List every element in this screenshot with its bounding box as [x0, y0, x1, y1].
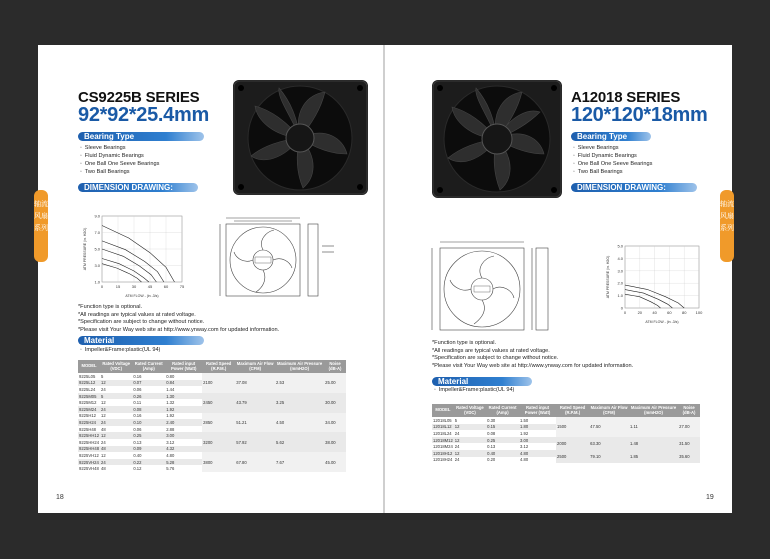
table-header: MODEL: [432, 404, 454, 417]
table-cell: 0.25: [132, 432, 165, 439]
note-line: *Specification are subject to change without notice.: [432, 355, 559, 362]
table-cell: 12: [101, 452, 106, 458]
table-header: Rated Voltage (VDC): [454, 404, 486, 417]
table-cell: 9225VH48: [79, 466, 99, 472]
table-cell: 9225HH12: [79, 433, 100, 439]
note-line: *Please visit Your Way web site at http://www.ynway.com for updated information.: [432, 362, 634, 369]
table-cell: 0.06: [133, 426, 142, 432]
table-group-cell: 1.85: [629, 450, 678, 463]
y-tick-label: 0: [620, 305, 623, 311]
series-line-L: [102, 264, 142, 282]
series-line-L: [625, 294, 661, 308]
y-tick-label: 7.0: [94, 230, 100, 235]
table-cell: 5.76: [166, 466, 175, 472]
table-group-cell: 34.00: [324, 413, 346, 433]
plot-frame: [625, 246, 699, 308]
x-tick-label: 45: [147, 284, 153, 289]
bearing-item: ▫ One Ball One Seeve Bearings: [573, 160, 652, 168]
table-cell: 0.26: [132, 393, 165, 400]
x-axis-label: ATM FLOW - (in -3/s): [645, 320, 679, 324]
table-group-cell: 3200: [202, 432, 235, 452]
bearing-item: ▫ One Ball One Seeve Bearings: [80, 160, 159, 168]
x-tick-label: 20: [637, 310, 643, 315]
table-header: Maximum Air Pressure (mmH2O): [629, 404, 678, 417]
table-cell: 0.20: [487, 457, 496, 463]
table-header: MODEL: [78, 360, 100, 373]
table-group-cell: 1500: [556, 417, 589, 437]
right-spec-table: [432, 404, 700, 463]
note-line: *Please visit Your Way web site at http://www.ynway.com for updated information.: [78, 326, 280, 333]
x-tick-label: 30: [131, 284, 137, 289]
left-size-title: 92*92*25.4mm: [78, 104, 209, 126]
table-cell: 24: [454, 457, 460, 463]
table-header: Noise (dB-A): [324, 360, 346, 373]
table-group-cell: 30.00: [324, 393, 346, 413]
right-dimension-drawing: [426, 238, 566, 336]
table-cell: 24: [101, 386, 106, 392]
left-bearing-type-header: Bearing Type: [78, 132, 204, 141]
table-header: Rated Voltage (VDC): [100, 360, 132, 373]
x-tick-label: 15: [115, 284, 121, 289]
table-cell: 12018L12: [432, 424, 454, 431]
table-group-cell: 63.30: [589, 437, 629, 450]
table-cell: 0.09: [132, 446, 165, 453]
right-side-tab: 轴流风扇系列: [720, 190, 734, 262]
table-group-cell: 38.00: [324, 432, 346, 452]
series-line-VH: [102, 226, 175, 283]
bearing-item: ▫ Sleeve Bearings: [573, 144, 652, 152]
table-cell: 12018L24: [433, 430, 452, 436]
table-group-cell: 35.60: [678, 450, 700, 463]
table-group-cell: 2500: [556, 450, 589, 463]
table-group-cell: 57.92: [235, 432, 275, 452]
left-dimension-drawing: [210, 212, 340, 302]
table-group-cell: 1.11: [629, 417, 678, 437]
table-cell: 0.07: [132, 380, 165, 387]
y-tick-label: 1.0: [94, 279, 100, 285]
x-tick-label: 40: [652, 310, 657, 315]
table-cell: 0.08: [132, 406, 165, 413]
table-group-cell: 4.50: [275, 413, 324, 433]
table-cell: 12: [454, 450, 486, 457]
table-header: Rated Speed (R.P.M.): [202, 360, 235, 373]
y-tick-label: 3.0: [94, 263, 100, 268]
right-material-header: Material: [432, 377, 532, 386]
left-series-title: CS9225B SERIES: [78, 89, 200, 106]
left-dimension-header: DIMENSION DRAWING:: [78, 183, 198, 192]
table-cell: 0.15: [486, 424, 519, 431]
table-cell: 0.40: [486, 450, 519, 457]
table-group-cell: 27.00: [678, 417, 700, 437]
fan-icon: [233, 80, 368, 195]
table-cell: 0.11: [133, 400, 142, 406]
x-tick-label: 60: [163, 284, 169, 289]
table-cell: 3.12: [520, 444, 529, 450]
table-cell: 0.13: [487, 444, 496, 450]
table-cell: 9225VH12: [79, 452, 99, 458]
fan-icon: [432, 80, 562, 198]
table-group-cell: 2850: [202, 413, 235, 433]
table-cell: 24: [100, 406, 132, 413]
x-tick-label: 0: [623, 310, 627, 315]
left-page-number: 18: [56, 494, 64, 501]
table-header: Rated Speed (R.P.M.): [556, 404, 589, 417]
table-cell: 0.25: [486, 437, 519, 444]
table-cell: 12: [454, 424, 486, 431]
table-cell: 9225H48: [79, 426, 96, 432]
left-material-list: [80, 346, 160, 354]
table-cell: 9225L12: [78, 380, 100, 387]
table-cell: 9225HH48: [79, 446, 100, 452]
note-line: *Function type is optional.: [432, 340, 497, 346]
right-series-title: A12018 SERIES: [571, 89, 681, 106]
right-bearing-type-header: Bearing Type: [571, 132, 651, 141]
left-fan-photo: [233, 80, 368, 195]
table-cell: 48: [101, 466, 106, 472]
table-cell: 0.40: [133, 452, 142, 458]
right-fan-photo: [432, 80, 562, 198]
x-tick-label: 0: [100, 284, 104, 289]
table-cell: 5: [100, 393, 132, 400]
table-cell: 12018H12: [433, 450, 453, 456]
table-cell: 1.80: [519, 424, 556, 431]
table-cell: 0.06: [133, 386, 142, 392]
right-size-title: 120*120*18mm: [571, 104, 708, 126]
table-cell: 9225VH24: [79, 459, 99, 465]
table-cell: 0.16: [133, 373, 142, 379]
table-header: Rated Current (Amp): [486, 404, 519, 417]
table-cell: 9225HH24: [79, 439, 100, 445]
right-bearing-list: [573, 144, 652, 176]
note-line: *Specification are subject to change without notice.: [78, 319, 205, 326]
table-group-cell: 2.53: [275, 373, 324, 393]
table-cell: 4.80: [519, 450, 556, 457]
left-material-header: Material: [78, 336, 204, 345]
table-cell: 3.00: [519, 437, 556, 444]
table-group-cell: 25.00: [324, 373, 346, 393]
table-group-cell: 45.00: [324, 452, 346, 472]
table-cell: 12018M24: [433, 444, 453, 450]
left-bearing-list: [80, 144, 159, 176]
table-cell: 3.00: [165, 432, 202, 439]
left-notes: [78, 304, 279, 334]
table-cell: 9225L24: [79, 386, 96, 392]
table-cell: 5.28: [165, 459, 202, 466]
table-group-cell: 79.10: [589, 450, 629, 463]
material-item: ▫ Impeller&Frame:plastic(UL 94): [434, 386, 514, 394]
table-cell: 1.44: [166, 386, 175, 392]
table-group-cell: 3.25: [275, 393, 324, 413]
table-group-cell: 47.50: [589, 417, 629, 437]
bearing-item: ▫ Fluid Dynamic Bearings: [573, 152, 652, 160]
table-cell: 1.32: [166, 400, 175, 406]
table-group-cell: 1.48: [629, 437, 678, 450]
table-cell: 24: [100, 459, 132, 466]
note-line: *All readings are typical values at rated voltage.: [432, 347, 550, 354]
table-cell: 0.22: [132, 459, 165, 466]
table-group-cell: 31.50: [678, 437, 700, 450]
table-cell: 24: [101, 439, 106, 445]
table-cell: 3.12: [166, 439, 175, 445]
bearing-item: ▫ Two Ball Bearings: [80, 168, 159, 176]
table-cell: 2.40: [165, 419, 202, 426]
table-cell: 48: [100, 446, 132, 453]
bearing-item: ▫ Sleeve Bearings: [80, 144, 159, 152]
table-cell: 1.92: [520, 430, 529, 436]
table-cell: 0.08: [487, 430, 496, 436]
right-notes: [432, 340, 633, 370]
x-tick-label: 80: [681, 310, 687, 315]
table-cell: 12018H24: [433, 457, 453, 463]
right-dimension-header: DIMENSION DRAWING:: [571, 183, 697, 192]
table-cell: 12: [100, 380, 132, 387]
table-cell: 0.12: [133, 466, 142, 472]
y-tick-label: 1.0: [617, 293, 623, 299]
table-group-cell: 43.79: [235, 393, 275, 413]
left-spec-table: [78, 360, 346, 472]
table-cell: 5: [101, 373, 104, 379]
table-cell: 9225L05: [79, 373, 96, 379]
table-row: [78, 432, 346, 439]
table-cell: 0.80: [166, 373, 175, 379]
table-row: [78, 393, 346, 400]
table-cell: 12: [100, 432, 132, 439]
table-cell: 0.13: [133, 439, 142, 445]
x-tick-label: 75: [179, 284, 185, 289]
table-cell: 0.10: [132, 419, 165, 426]
table-group-cell: 2450: [202, 393, 235, 413]
y-tick-label: 5.0: [617, 243, 623, 249]
table-cell: 24: [454, 444, 460, 450]
table-cell: 12: [454, 437, 486, 444]
table-cell: 12: [101, 400, 106, 406]
right-material-list: [434, 386, 514, 394]
page-gutter: [383, 45, 385, 513]
table-cell: 12018M12: [433, 437, 453, 443]
table-row: [78, 413, 346, 420]
note-line: *All readings are typical values at rated voltage.: [78, 311, 196, 318]
table-row: [78, 373, 346, 380]
left-side-tab: 轴流风扇系列: [34, 190, 48, 262]
table-row: [78, 452, 346, 459]
table-row: [432, 417, 700, 424]
y-tick-label: 5.0: [94, 246, 100, 252]
table-group-cell: 2000: [556, 437, 589, 450]
y-tick-label: 3.0: [617, 268, 623, 274]
x-tick-label: 100: [695, 310, 703, 315]
table-cell: 9225M24: [78, 406, 100, 413]
table-cell: 48: [101, 426, 106, 432]
table-cell: 1.30: [165, 393, 202, 400]
table-cell: 9225M05: [78, 393, 100, 400]
note-line: *Function type is optional.: [78, 304, 143, 310]
x-tick-label: 60: [667, 310, 672, 315]
table-header: Maximum Air Flow (CFM): [589, 404, 629, 417]
table-row: [432, 450, 700, 457]
y-tick-label: 4.0: [617, 255, 623, 261]
table-header: Noise (dB-A): [678, 404, 700, 417]
table-header: Rated Current (Amp): [132, 360, 165, 373]
right-pq-chart: [603, 242, 703, 326]
table-cell: 0.16: [133, 413, 142, 419]
table-cell: 5: [454, 417, 458, 423]
table-header: Rated input Power (Watt): [519, 404, 556, 417]
table-group-cell: 37.08: [235, 373, 275, 393]
table-row: [432, 437, 700, 444]
table-group-cell: 3800: [202, 452, 235, 472]
y-tick-label: 2.0: [617, 280, 623, 286]
table-group-cell: 5.62: [275, 432, 324, 452]
table-cell: 0.84: [165, 380, 202, 387]
table-cell: 24: [100, 419, 132, 426]
table-cell: 1.50: [520, 417, 529, 423]
y-tick-label: 9.0: [94, 213, 100, 219]
series-line-M: [102, 259, 149, 283]
table-cell: 9225M12: [79, 400, 97, 406]
table-cell: 24: [454, 430, 460, 436]
right-page-number: 19: [706, 494, 714, 501]
y-axis-label: ATM PRESSURE (in. H2O): [606, 255, 610, 299]
table-header: Maximum Air Pressure (mmH2O): [275, 360, 324, 373]
table-group-cell: 2100: [202, 373, 235, 393]
table-cell: 12018L05: [433, 417, 452, 423]
bearing-item: ▫ Fluid Dynamic Bearings: [80, 152, 159, 160]
series-line-M: [625, 290, 672, 308]
table-cell: 4.80: [520, 457, 529, 463]
table-cell: 1.92: [166, 413, 175, 419]
left-pq-chart: [80, 212, 186, 300]
table-group-cell: 67.80: [235, 452, 275, 472]
table-cell: 1.92: [165, 406, 202, 413]
table-cell: 2.88: [166, 426, 175, 432]
table-header: Rated input Power (Watt): [165, 360, 202, 373]
table-header: Maximum Air Flow (CFM): [235, 360, 275, 373]
material-item: ▫ Impeller&Frame:plastic(UL 94): [80, 346, 160, 354]
table-cell: 12: [101, 413, 106, 419]
table-group-cell: 51.21: [235, 413, 275, 433]
table-cell: 0.30: [487, 417, 496, 423]
table-cell: 9225H12: [79, 413, 96, 419]
table-group-cell: 7.67: [275, 452, 324, 472]
table-cell: 4.80: [166, 452, 175, 458]
bearing-item: ▫ Two Ball Bearings: [573, 168, 652, 176]
table-cell: 9225H24: [78, 419, 100, 426]
x-axis-label: ATM FLOW - (in -3/s): [125, 294, 159, 298]
y-axis-label: ATM PRESSURE (in. H2O): [83, 227, 87, 271]
table-cell: 4.32: [165, 446, 202, 453]
